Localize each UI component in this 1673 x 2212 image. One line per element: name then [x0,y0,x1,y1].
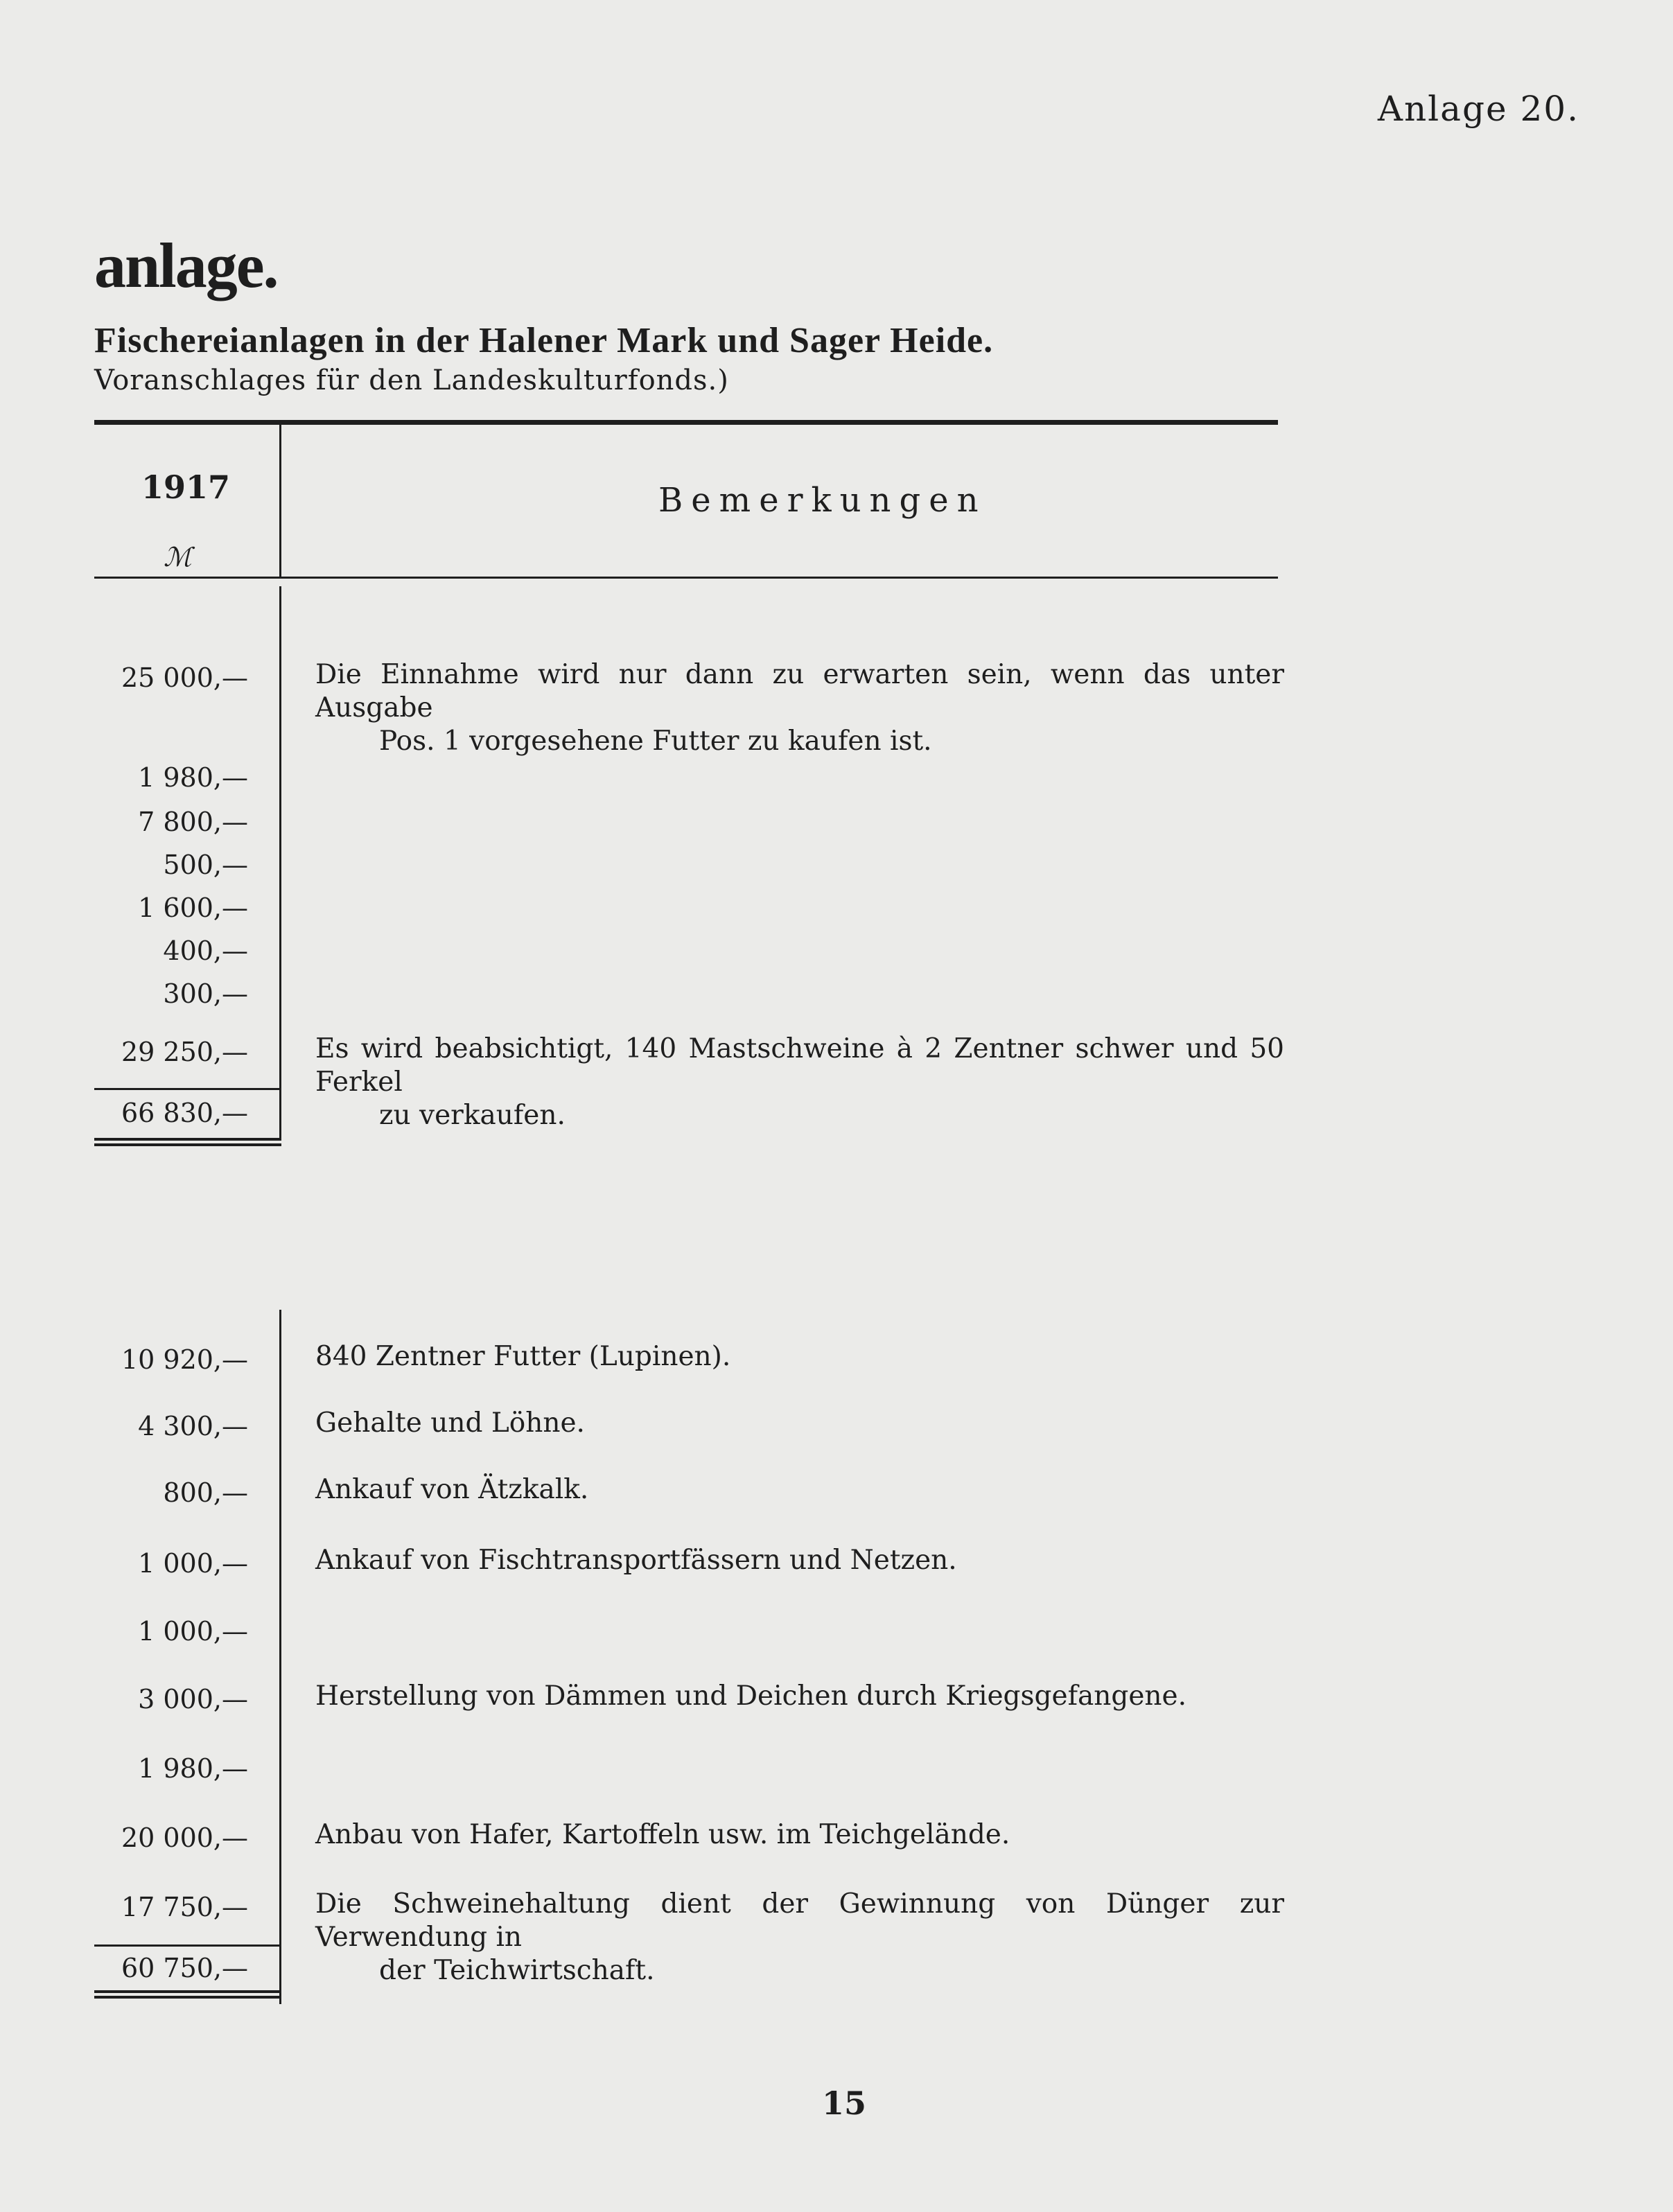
amount-cell: 25 000,— [121,662,248,693]
column-divider [279,1310,281,2004]
remark-cell [315,1888,1284,1987]
year-header: 1917 [141,468,230,506]
budget-note: Voranschlages für den Landeskulturfonds.) [94,365,729,396]
column-divider [279,425,281,577]
remark-cell [315,658,1284,758]
amount-cell: 17 750,— [121,1892,248,1922]
amount-cell: 1 000,— [138,1548,248,1579]
section-total: 66 830,— [121,1098,248,1128]
amount-cell: 20 000,— [121,1823,248,1853]
currency-unit: ℳ [164,542,192,572]
amount-cell: 300,— [163,978,248,1009]
amount-cell: 1 000,— [138,1616,248,1647]
amount-cell: 1 600,— [138,893,248,923]
remark-cell: Gehalte und Löhne. [315,1407,585,1439]
remark-text: Die Schweinehaltung dient der Gewinnung von Dünger zur Verwendung in [315,1888,1284,1953]
page-title: anlage. [94,230,278,301]
amount-cell: 800,— [163,1477,248,1508]
total-double-rule [94,1138,281,1146]
page-subtitle: Fischereianlagen in der Halener Mark und Sager Heide. [94,321,994,360]
annex-label: Anlage 20. [1377,89,1579,129]
table-top-rule [94,420,1278,425]
total-double-rule [94,1990,281,1999]
remark-continuation: zu verkaufen. [379,1100,566,1131]
remark-cell: Ankauf von Fischtransportfässern und Netzen. [315,1545,957,1576]
amount-cell: 3 000,— [138,1684,248,1714]
amount-cell: 500,— [163,850,248,880]
remark-cell: Herstellung von Dämmen und Deichen durch Kriegsgefangene. [315,1680,1187,1712]
column-divider [279,586,281,1141]
sum-rule [94,1088,281,1090]
section-total: 60 750,— [121,1953,248,1983]
amount-cell: 400,— [163,936,248,966]
remark-cell [315,1033,1284,1132]
amount-cell: 1 980,— [138,1753,248,1784]
amount-cell: 4 300,— [138,1411,248,1441]
remark-cell: 840 Zentner Futter (Lupinen). [315,1341,731,1372]
remark-cell: Anbau von Hafer, Kartoffeln usw. im Teichgelände. [315,1819,1010,1850]
remark-continuation: der Teichwirtschaft. [379,1955,655,1986]
remark-text: Die Einnahme wird nur dann zu erwarten sein, wenn das unter Ausgabe [315,659,1284,723]
amount-cell: 10 920,— [121,1344,248,1375]
sum-rule [94,1945,281,1947]
remark-text: Es wird beabsichtigt, 140 Mastschweine à 2 Zentner schwer und 50 Ferkel [315,1033,1284,1098]
page-number: 15 [822,2084,867,2122]
remark-continuation: Pos. 1 vorgesehene Futter zu kaufen ist. [379,726,932,757]
amount-cell: 7 800,— [138,807,248,837]
table-header-rule [94,577,1278,579]
amount-cell: 29 250,— [121,1037,248,1067]
remarks-header: Bemerkungen [658,481,987,520]
amount-cell: 1 980,— [138,762,248,793]
remark-cell: Ankauf von Ätzkalk. [315,1474,589,1505]
